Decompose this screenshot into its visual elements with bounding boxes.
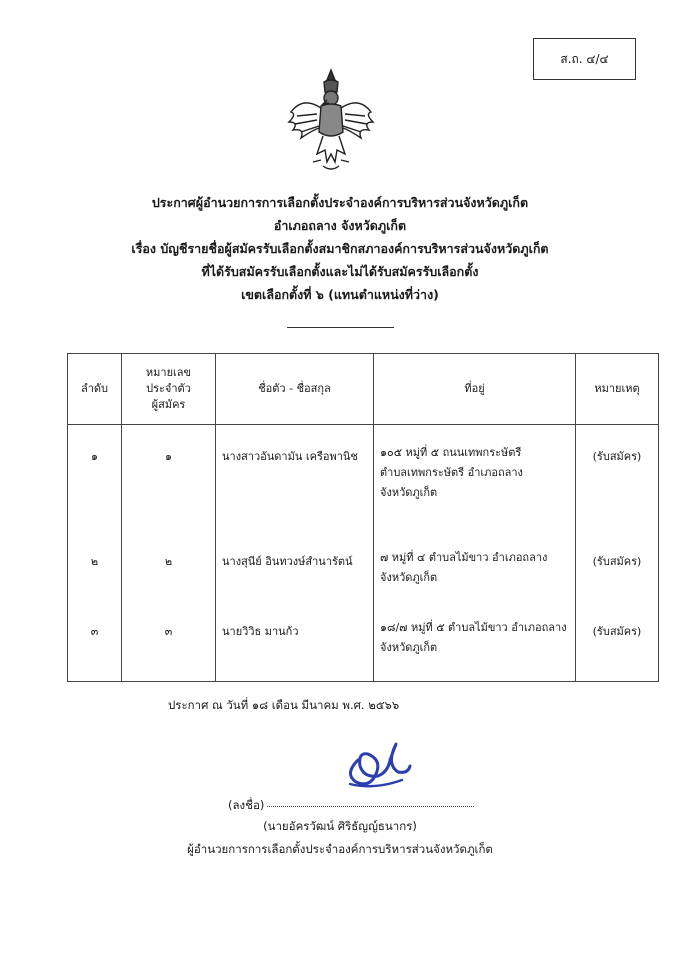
row-address-line-2: จังหวัดภูเก็ต	[380, 570, 438, 584]
header-number-line-1: หมายเลข	[145, 366, 192, 379]
header-number-line-2: ประจำตัว	[146, 382, 191, 395]
header-number-line-3: ผู้สมัคร	[151, 398, 186, 411]
signature-dotted-line	[267, 806, 474, 807]
header-name: ชื่อตัว - ชื่อสกุล	[216, 354, 374, 425]
form-code-box	[533, 38, 636, 80]
row-address-line-3: จังหวัดภูเก็ต	[380, 486, 438, 499]
row-address-line-2: ตำบลเทพกระษัตรี อำเภอถลาง	[380, 466, 523, 479]
header-address: ที่อยู่	[374, 354, 576, 425]
handwritten-signature	[338, 730, 412, 792]
heading-line-2: อำเภอถลาง จังหวัดภูเก็ต	[273, 218, 407, 233]
row-name: นางสาวอันดามัน เครือพานิช	[216, 425, 374, 540]
table-row	[68, 540, 659, 610]
signer-title: ผู้อำนวยการการเลือกตั้งประจำองค์การบริหารส่วนจังหวัดภูเก็ต	[187, 842, 493, 856]
table-header-row	[68, 354, 659, 425]
header-note: หมายเหตุ	[576, 354, 659, 425]
heading-divider	[287, 327, 394, 328]
signer-name: (นายอัครวัฒน์ ศิริธัญญ์ธนากร)	[263, 819, 417, 833]
sign-label: (ลงชื่อ)	[228, 798, 265, 812]
row-address	[374, 540, 576, 610]
row-order: ๓	[68, 610, 122, 681]
row-name: นางสุนีย์ อินทวงษ์สำนารัตน์	[216, 540, 374, 610]
row-number: ๒	[122, 540, 216, 610]
row-address	[374, 425, 576, 540]
table-row	[68, 425, 659, 540]
heading-line-4: ที่ได้รับสมัครรับเลือกตั้งและไม่ได้รับสมัครรับเลือกตั้ง	[201, 264, 479, 279]
row-address-line-1: ๗ หมู่ที่ ๔ ตำบลไม้ขาว อำเภอถลาง	[380, 550, 548, 564]
header-number	[122, 354, 216, 425]
row-number: ๓	[122, 610, 216, 681]
row-address	[374, 610, 576, 681]
row-name: นายวิวิธ มานก้ว	[216, 610, 374, 681]
heading-line-3: เรื่อง บัญชีรายชื่อผู้สมัครรับเลือกตั้งสมาชิกสภาองค์การบริหารส่วนจังหวัดภูเก็ต	[131, 241, 549, 256]
row-address-line-2: จังหวัดภูเก็ต	[380, 641, 438, 655]
row-note: (รับสมัคร)	[576, 425, 659, 540]
row-number: ๑	[122, 425, 216, 540]
row-order: ๑	[68, 425, 122, 540]
table-row	[68, 610, 659, 681]
row-note: (รับสมัคร)	[576, 540, 659, 610]
row-order: ๒	[68, 540, 122, 610]
heading-line-5: เขตเลือกตั้งที่ ๖ (แทนตำแหน่งที่ว่าง)	[241, 287, 439, 302]
garuda-emblem-icon	[283, 66, 379, 176]
row-address-line-1: ๑๐๕ หมู่ที่ ๕ ถนนเทพกระษัตรี	[380, 446, 522, 459]
row-note: (รับสมัคร)	[576, 610, 659, 681]
announcement-date: ประกาศ ณ วันที่ ๑๘ เดือน มีนาคม พ.ศ. ๒๕๖๖	[168, 698, 400, 712]
header-order: ลำดับ	[68, 354, 122, 425]
candidate-table	[67, 353, 659, 682]
row-address-line-1: ๑๘/๗ หมู่ที่ ๕ ตำบลไม้ขาว อำเภอถลาง	[380, 621, 567, 635]
form-code: ส.ถ. ๔/๔	[560, 51, 609, 66]
heading-line-1: ประกาศผู้อำนวยการการเลือกตั้งประจำองค์การบริหารส่วนจังหวัดภูเก็ต	[151, 195, 529, 210]
